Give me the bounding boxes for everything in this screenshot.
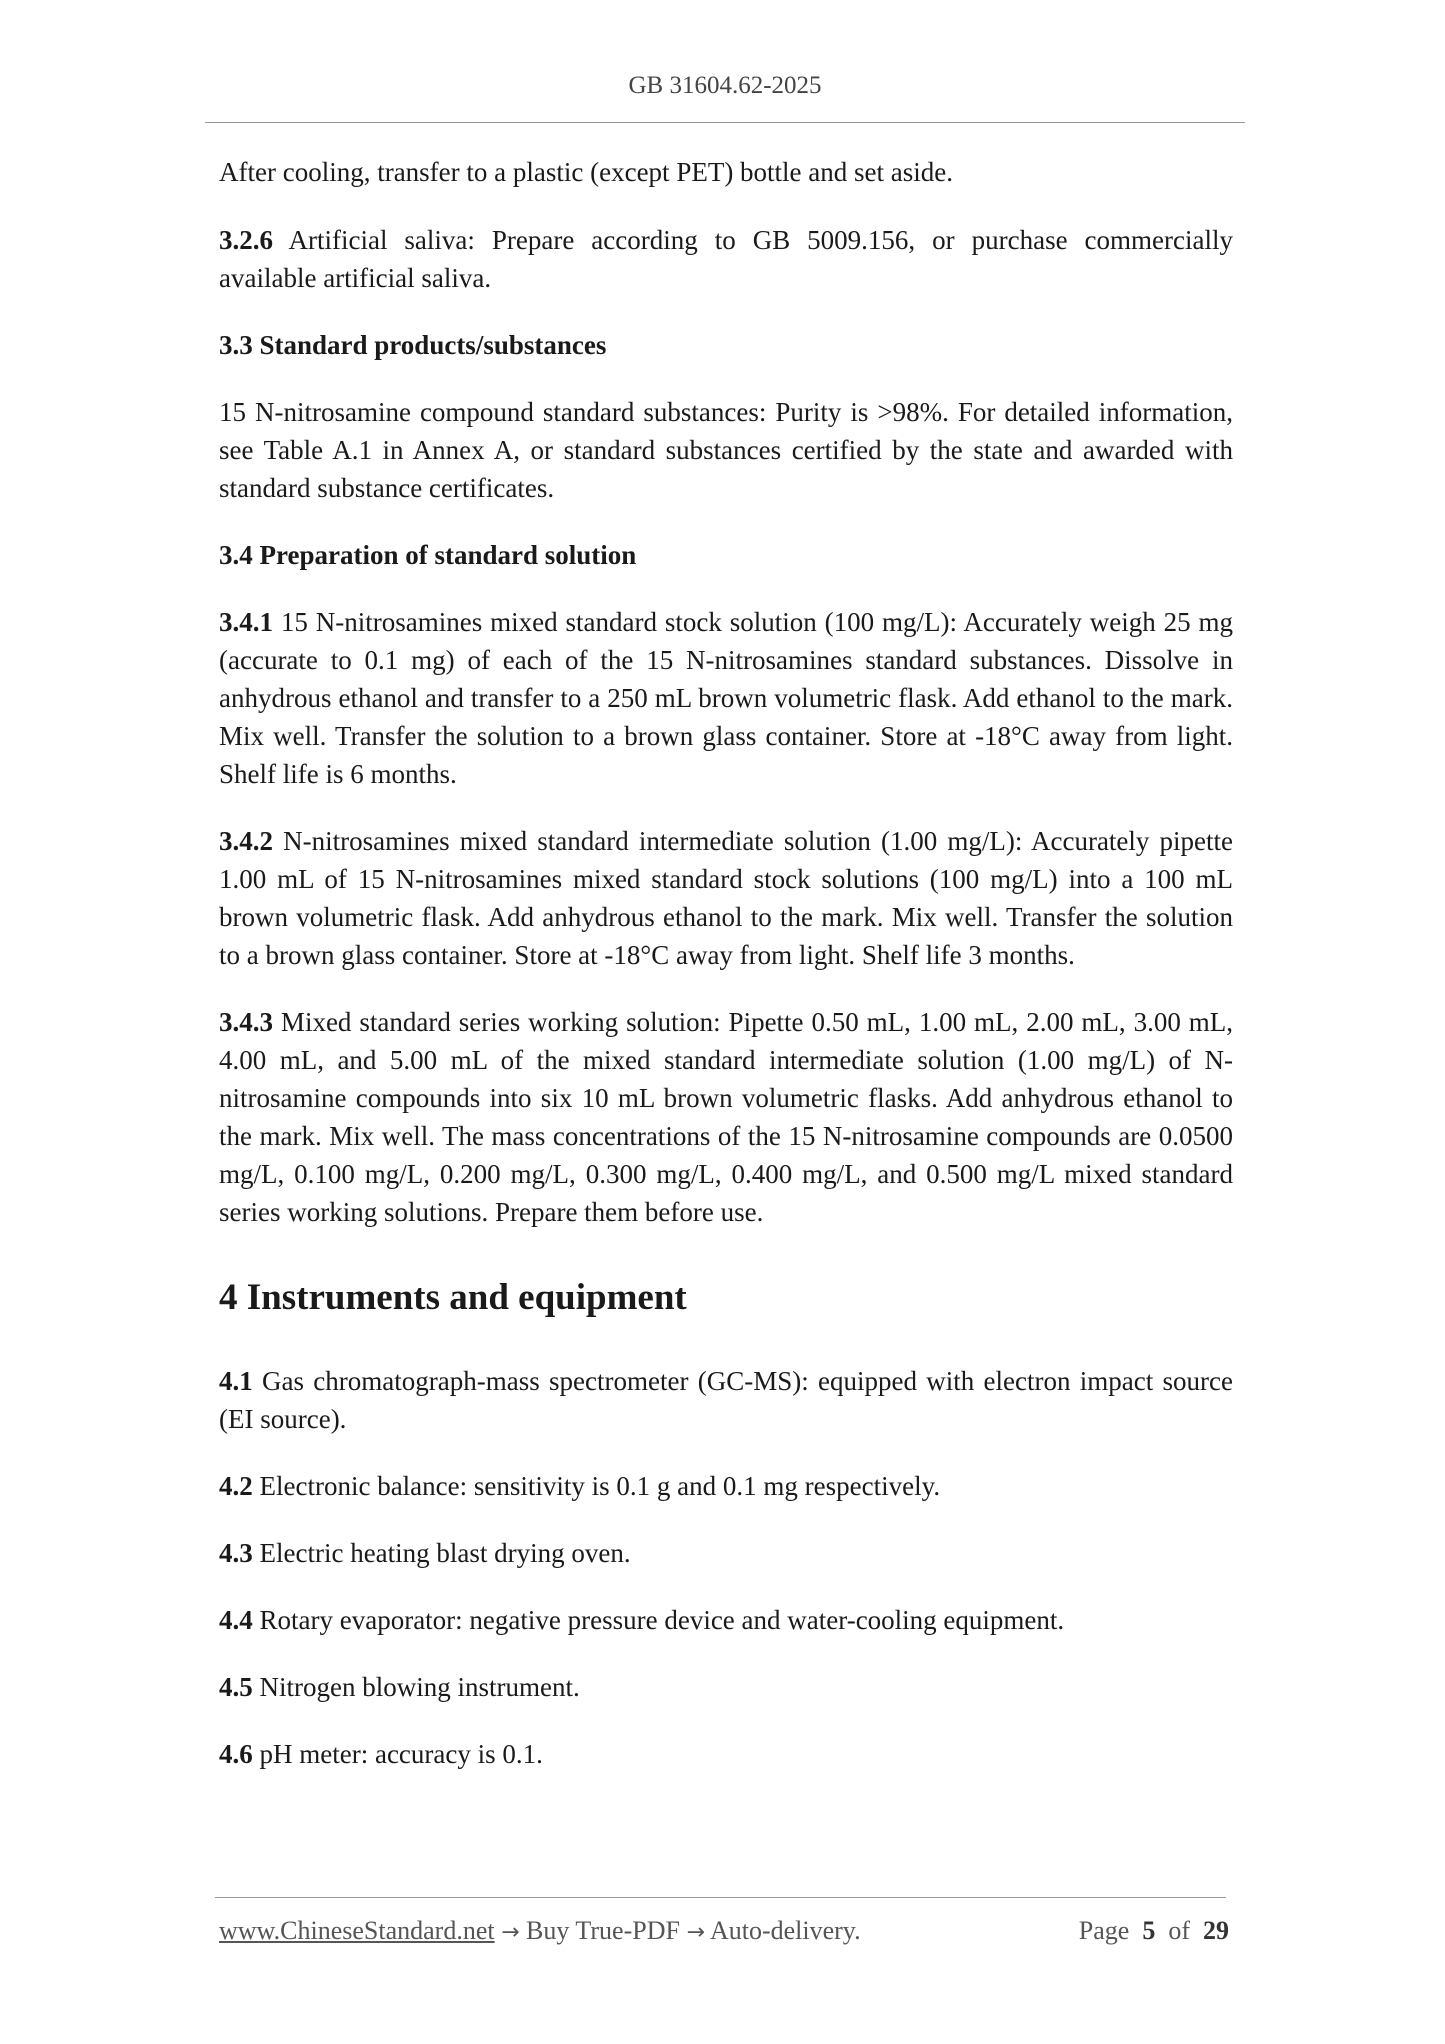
paragraph-standard-substances: 15 N-nitrosamine compound standard substances: Purity is >98%. For detailed information, see Table A.1 in Annex A, or standard substances certified by the state and awarded with standard substance certificates. bbox=[219, 397, 1233, 503]
paragraph-cooling: After cooling, transfer to a plastic (except PET) bottle and set aside. bbox=[219, 157, 953, 187]
page-number: 5 bbox=[1142, 1916, 1156, 1945]
page-body bbox=[219, 153, 1233, 1802]
website-link[interactable]: www.ChineseStandard.net bbox=[219, 1916, 495, 1945]
clause-4-6 bbox=[219, 1735, 1233, 1773]
clause-text: Rotary evaporator: negative pressure device and water-cooling equipment. bbox=[252, 1605, 1065, 1635]
footer-promo bbox=[219, 1916, 861, 1946]
clause-number: 4.3 bbox=[219, 1538, 253, 1568]
clause-number: 4.6 bbox=[219, 1739, 253, 1769]
clause-4-1 bbox=[219, 1362, 1233, 1438]
clause-number: 3.4.2 bbox=[219, 826, 273, 856]
clause-text: N-nitrosamines mixed standard intermediate solution (1.00 mg/L): Accurately pipette 1.00 mL of 15 N-nitrosamines mixed standard stock solutions (100 mg/L) into a 100 mL brown volumetric flask. Add anhydrous ethanol to the mark. Mix well. Transfer the solution to a brown glass container. Store at -18°C away from light. Shelf life 3 months. bbox=[219, 826, 1233, 970]
clause-text: 15 N-nitrosamines mixed standard stock solution (100 mg/L): Accurately weigh 25 mg (accurate to 0.1 mg) of each of the 15 N-nitrosamines standard substances. Dissolve in anhydrous ethanol and transfer to a 250 mL brown volumetric flask. Add ethanol to the mark. Mix well. Transfer the solution to a brown glass container. Store at -18°C away from light. Shelf life is 6 months. bbox=[219, 607, 1233, 789]
clause-text: Artificial saliva: Prepare according to GB 5009.156, or purchase commercially available artificial saliva. bbox=[219, 225, 1233, 293]
page-label: Page bbox=[1078, 1916, 1130, 1945]
clause-text: Nitrogen blowing instrument. bbox=[252, 1672, 580, 1702]
clause-number: 4.4 bbox=[219, 1605, 253, 1635]
clause-4-4 bbox=[219, 1601, 1233, 1639]
clause-text: Electronic balance: sensitivity is 0.1 g and 0.1 mg respectively. bbox=[252, 1471, 941, 1501]
clause-text: Gas chromatograph-mass spectrometer (GC-MS): equipped with electron impact source (EI source). bbox=[219, 1366, 1233, 1434]
clause-3-4-2 bbox=[219, 822, 1233, 974]
buy-pdf-text: Buy True-PDF bbox=[519, 1916, 687, 1945]
page-footer bbox=[219, 1916, 1229, 1946]
page-indicator bbox=[1079, 1916, 1229, 1946]
auto-delivery-text: Auto-delivery. bbox=[704, 1916, 861, 1945]
clause-number: 3.4.1 bbox=[219, 607, 273, 637]
clause-number: 4.1 bbox=[219, 1366, 253, 1396]
clause-number: 3.2.6 bbox=[219, 225, 273, 255]
of-label: of bbox=[1168, 1916, 1190, 1945]
page-total: 29 bbox=[1203, 1916, 1229, 1945]
header-divider bbox=[205, 122, 1245, 123]
clause-3-4-3 bbox=[219, 1003, 1233, 1231]
clause-text: Electric heating blast drying oven. bbox=[252, 1538, 631, 1568]
footer-divider bbox=[215, 1897, 1226, 1898]
document-code-header: GB 31604.62-2025 bbox=[628, 72, 822, 99]
clause-text: pH meter: accuracy is 0.1. bbox=[252, 1739, 543, 1769]
clause-3-2-6 bbox=[219, 221, 1233, 297]
clause-4-2 bbox=[219, 1467, 1233, 1505]
clause-number: 3.4.3 bbox=[219, 1007, 273, 1037]
clause-number: 4.5 bbox=[219, 1672, 253, 1702]
clause-3-4-1 bbox=[219, 603, 1233, 793]
heading-section-4: 4 Instruments and equipment bbox=[219, 1277, 687, 1318]
arrow-right-icon: → bbox=[686, 1920, 705, 1945]
clause-4-5 bbox=[219, 1668, 1233, 1706]
clause-4-3 bbox=[219, 1534, 1233, 1572]
heading-3-4: 3.4 Preparation of standard solution bbox=[219, 540, 637, 570]
clause-number: 4.2 bbox=[219, 1471, 253, 1501]
clause-text: Mixed standard series working solution: Pipette 0.50 mL, 1.00 mL, 2.00 mL, 3.00 mL, 4.00 mL, and 5.00 mL of the mixed standard intermediate solution (1.00 mg/L) of N-nitrosamine compounds into six 10 mL brown volumetric flasks. Add anhydrous ethanol to the mark. Mix well. The mass concentrations of the 15 N-nitrosamine compounds are 0.0500 mg/L, 0.100 mg/L, 0.200 mg/L, 0.300 mg/L, 0.400 mg/L, and 0.500 mg/L mixed standard series working solutions. Prepare them before use. bbox=[219, 1007, 1233, 1227]
heading-3-3: 3.3 Standard products/substances bbox=[219, 330, 607, 360]
arrow-right-icon: → bbox=[501, 1920, 520, 1945]
